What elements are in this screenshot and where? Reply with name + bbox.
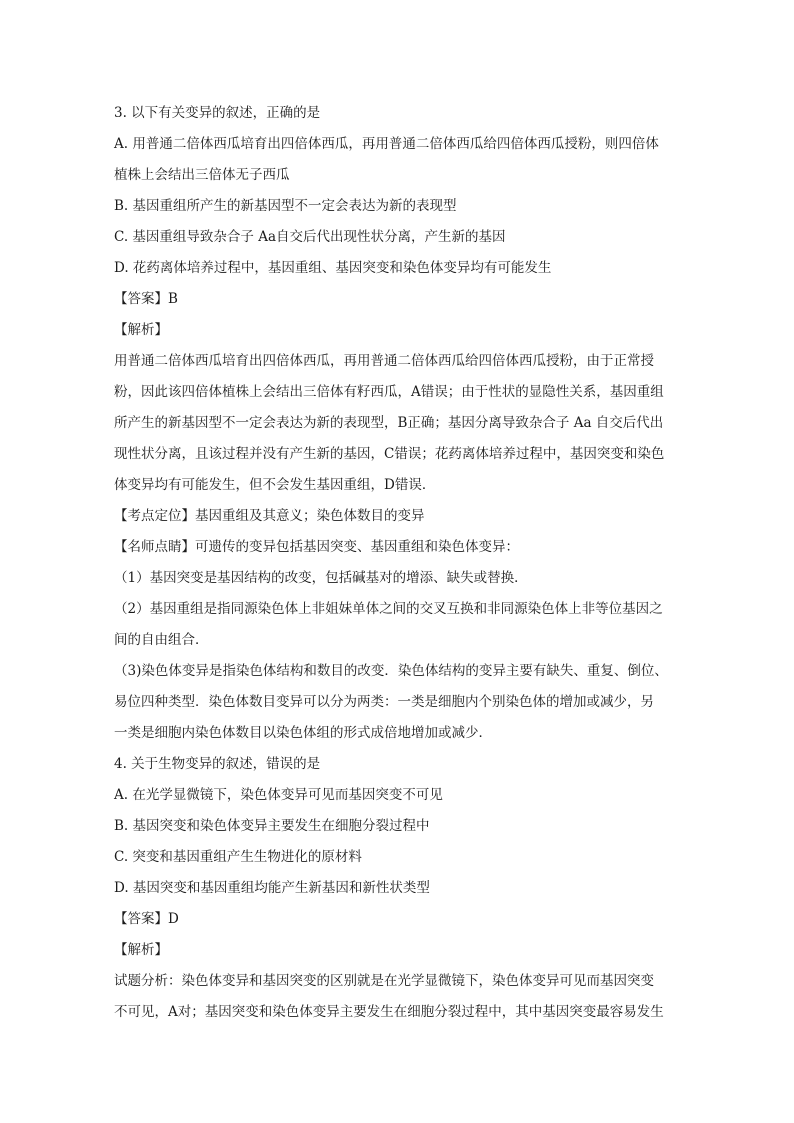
question-3-analysis-line: 所产生的新基因型不一定会表达为新的表现型，B正确；基因分离导致杂合子 Aa 自交后代出 [114,415,664,431]
question-3-point-3-cont: 易位四种类型．染色体数目变异可以分为两类：一类是细胞内个别染色体的增加或减少，另 [114,694,654,710]
question-3-answer: 【答案】B [114,291,178,307]
question-3-point-1: （1）基因突变是基因结构的改变，包括碱基对的增添、缺失或替换． [114,570,528,586]
question-3-point-2: （2）基因重组是指同源染色体上非姐妹单体之间的交叉互换和非同源染色体上非等位基因之 [114,601,663,617]
question-3-mingshi: 【名师点睛】可遗传的变异包括基因突变、基因重组和染色体变异： [114,539,519,555]
question-4-option-c: C. 突变和基因重组产生生物进化的原材料 [114,849,362,865]
question-3-kaodian: 【考点定位】基因重组及其意义；染色体数目的变异 [114,508,425,524]
question-3-analysis-line: 现性状分离，且该过程并没有产生新的基因，C错误；花药离体培养过程中，基因突变和染色 [114,446,665,462]
question-3-analysis-label: 【解析】 [114,322,168,338]
question-3-point-3-cont: 一类是细胞内染色体数目以染色体组的形式成倍地增加或减少． [114,725,492,741]
question-3-option-d: D. 花药离体培养过程中，基因重组、基因突变和染色体变异均有可能发生 [114,260,552,276]
question-3-option-b: B. 基因重组所产生的新基因型不一定会表达为新的表现型 [114,198,457,214]
question-3-option-c: C. 基因重组导致杂合子 Aa自交后代出现性状分离，产生新的基因 [114,229,506,245]
question-3-analysis-line: 用普通二倍体西瓜培育出四倍体西瓜，再用普通二倍体西瓜给四倍体西瓜授粉，由于正常授 [114,353,654,369]
question-3-point-3: （3)染色体变异是指染色体结构和数目的改变．染色体结构的变异主要有缺失、重复、倒位、 [114,663,668,679]
question-3-analysis-line: 体变异均有可能发生，但不会发生基因重组，D错误． [114,477,436,493]
question-4-stem: 4. 关于生物变异的叙述，错误的是 [114,756,321,772]
question-4-option-d: D. 基因突变和基因重组均能产生新基因和新性状类型 [114,880,430,896]
question-4-analysis-line: 试题分析：染色体变异和基因突变的区别就是在光学显微镜下，染色体变异可见而基因突变 [114,973,654,989]
question-3-analysis-line: 粉，因此该四倍体植株上会结出三倍体有籽西瓜，A错误；由于性状的显隐性关系，基因重组 [114,384,664,400]
question-4-option-a: A. 在光学显微镜下，染色体变异可见而基因突变不可见 [114,787,443,803]
question-4-analysis-line: 不可见，A对；基因突变和染色体变异主要发生在细胞分裂过程中，其中基因突变最容易发生 [114,1004,664,1020]
question-3 [114,98,684,749]
question-4-analysis-label: 【解析】 [114,942,168,958]
question-3-point-2-cont: 间的自由组合． [114,632,209,648]
question-3-option-a-cont: 植株上会结出三倍体无子西瓜 [114,167,290,183]
document-page [114,98,684,1028]
question-4 [114,749,684,1028]
question-3-stem: 3. 以下有关变异的叙述，正确的是 [114,105,321,121]
question-3-option-a: A. 用普通二倍体西瓜培育出四倍体西瓜，再用普通二倍体西瓜给四倍体西瓜授粉，则四倍体 [114,136,659,152]
question-4-option-b: B. 基因突变和染色体变异主要发生在细胞分裂过程中 [114,818,430,834]
question-4-answer: 【答案】D [114,911,179,927]
